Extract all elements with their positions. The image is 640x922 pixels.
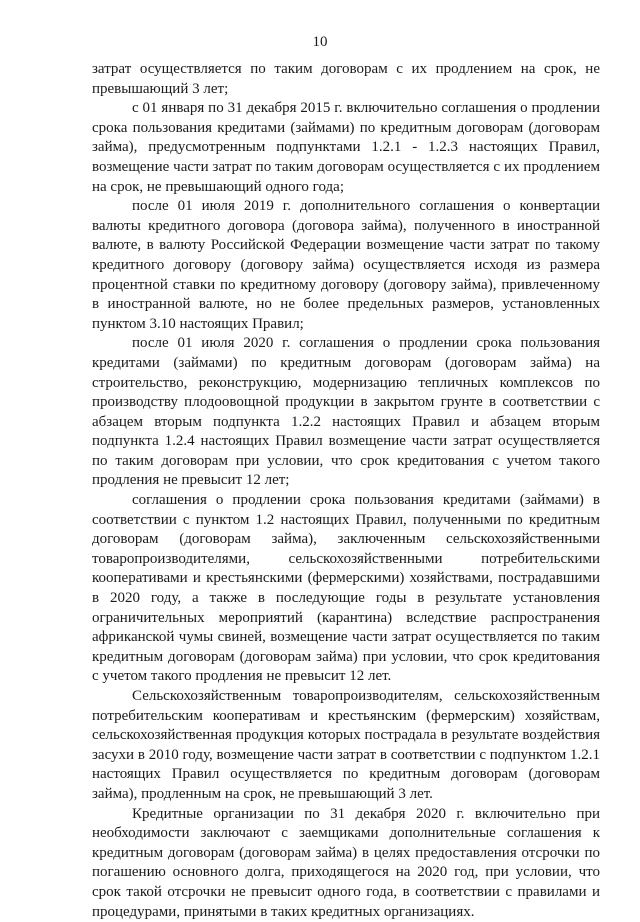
paragraph-2019-currency-conversion: после 01 июля 2019 г. дополнительного соглашения о конвертации валюты кредитного договора (договора займа), полученного в иностранной валюте, в валюту Российской Федерации возмещение части затрат по такому кредитного договору (договору займа) осуществляется исходя из размера процентной ставки по кредитному договору (договору займа), привлеченному в иностранной валюте, но не более предельных размеров, установленных пунктом 3.10 настоящих Правил; [92,198,600,332]
paragraph-2020-greenhouse: после 01 июля 2020 г. соглашения о продлении срока пользования кредитами (займами) по кредитным договорам (договорам займа) на строительство, реконструкцию, модернизацию тепличных комплексов по производству плодоовощной продукции в закрытом грунте в соответствии с абзацем вторым подпункта 1.2.2 настоящих Правил и абзацем вторым подпункта 1.2.4 настоящих Правил возмещение части затрат осуществляется по таким договорам при условии, что срок кредитования с учетом такого продления не превысит 12 лет; [92,335,600,489]
paragraph-swine-fever: соглашения о продлении срока пользования кредитами (займами) в соответствии с пунктом 1.2 настоящих Правил, полученными по кредитным договорам (договорам займа), заключенным сельскохозяйственными товаропроизводителями, сельскохозяйственными потребительскими кооперативами и крестьянскими (фермерскими) хозяйствами, пострадавшими в 2020 году, а также в последующие годы в результате установления ограничительных мероприятий (карантина) вследствие распространения африканской чумы свиней, возмещение части затрат осуществляется по таким кредитным договорам (договорам займа) при условии, что срок кредитования с учетом такого продления не превысит 12 лет. [92,492,600,685]
paragraph-credit-organizations: Кредитные организации по 31 декабря 2020 г. включительно при необходимости заключают с заемщиками дополнительные соглашения к кредитным договорам (договорам займа) в целях предоставления отсрочки по погашению основного долга, приходящегося на 2020 год, при условии, что срок такой отсрочки не превысит одного года, в соответствии с правилами и процедурами, принятыми в таких кредитных организациях. [92,805,600,920]
page-number: 10 [312,34,328,50]
paragraph-2015-extension: с 01 января по 31 декабря 2015 г. включительно соглашения о продлении срока пользования кредитами (займами) по кредитным договорам (договорам займа), предусмотренным подпунктами 1.2.1 - 1.2.3 настоящих Правил, возмещение части затрат по таким договорам осуществляется с их продлением на срок, не превышающий одного года; [92,100,600,195]
document-body [92,60,600,922]
paragraph-drought-2010: Сельскохозяйственным товаропроизводителям, сельскохозяйственным потребительским кооперативам и крестьянским (фермерским) хозяйствам, сельскохозяйственная продукция которых пострадала в результате воздействия засухи в 2010 году, возмещение части затрат в соответствии с подпунктом 1.2.1 настоящих Правил осуществляется по кредитным договорам (договорам займа), продленным на срок, не превышающий 3 лет. [92,688,600,802]
paragraph-continuation: затрат осуществляется по таким договорам с их продлением на срок, не превышающий 3 лет; [92,61,600,97]
